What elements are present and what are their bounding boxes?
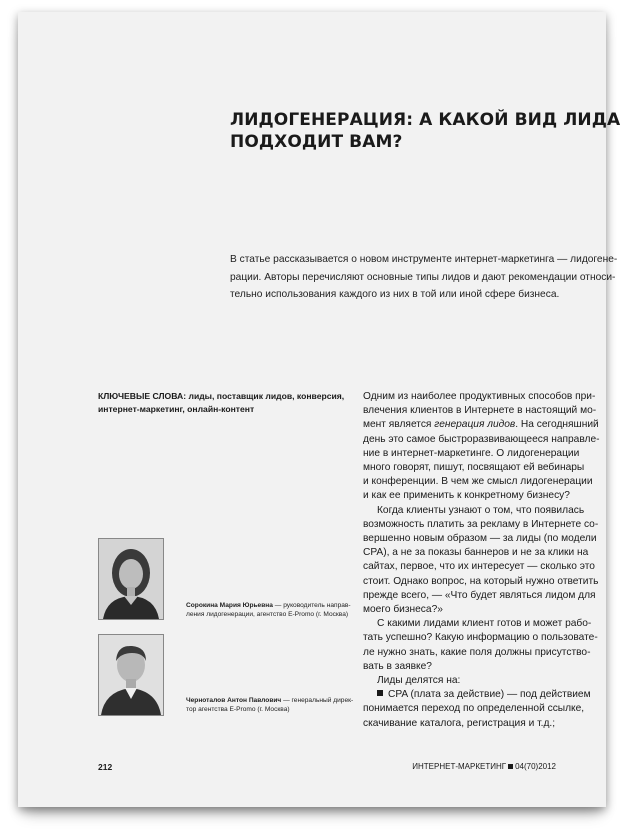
author-role: — руководитель направ- [272, 602, 351, 609]
journal-page [18, 12, 621, 807]
issue-number: 04(70)2012 [515, 762, 556, 771]
body-line: влечения клиентов в Интернете в настоящий мо- [363, 405, 597, 417]
author-portrait-female-icon [99, 539, 163, 619]
keywords-label: КЛЮЧЕВЫЕ СЛОВА: [98, 391, 187, 401]
author-portrait-male-icon [99, 635, 163, 715]
square-bullet-icon [377, 690, 383, 696]
caption-line [186, 696, 356, 705]
body-line: Лиды делятся на: [377, 675, 461, 687]
lead-line: рации. Авторы перечисляют основные типы лидов и дают рекомендации относи- [230, 271, 616, 283]
author-role: — генеральный дирек- [281, 697, 354, 704]
body-line: понимается переход по определенной ссылке, [363, 703, 585, 715]
body-line: С какими лидами клиент готов и может рабо- [377, 618, 592, 630]
caption-line [186, 601, 356, 610]
keywords-line-1 [98, 390, 345, 403]
author-name: Сорокина Мария Юрьевна [186, 602, 273, 609]
body-line: сайтах, первое, что их интересует — сколько это [363, 561, 595, 573]
body-line: день это самое быстроразвивающееся направле- [363, 433, 600, 445]
body-line: скачивание каталога, регистрация и т.д.; [363, 717, 556, 729]
journal-name: ИНТЕРНЕТ-МАРКЕТИНГ [412, 762, 507, 771]
body-line: много говорят, пишут, посвящают ей вебинары [363, 462, 585, 474]
square-separator-icon [508, 764, 513, 769]
body-line: вать в заявке? [363, 660, 432, 672]
article-title [230, 109, 621, 153]
author-photo-2 [98, 634, 164, 716]
body-line: и как ее применить к конкретному бизнесу? [363, 490, 570, 502]
lead-line: В статье рассказывается о новом инструменте интернет-маркетинга — лидогене- [230, 254, 618, 265]
author-name: Черноталов Антон Павлович [186, 697, 282, 704]
author-role-cont: ления лидогенерации, агентство E-Promo (г. Москва) [186, 611, 349, 618]
page-number: 212 [98, 762, 113, 772]
article-body [363, 390, 633, 731]
running-footer [412, 762, 556, 771]
body-line: Одним из наиболее продуктивных способов при- [363, 391, 596, 402]
title-line-1: ЛИДОГЕНЕРАЦИЯ: А КАКОЙ ВИД ЛИДА [230, 110, 621, 130]
body-line: стоит. Однако вопрос, на который нужно ответить [363, 575, 599, 587]
body-line: ние в интернет-маркетинге. О лидогенерации [363, 447, 580, 459]
title-line-2: ПОДХОДИТ ВАМ? [230, 132, 403, 152]
body-line: вершенно новым образом — за лиды (по модели [363, 533, 597, 545]
bullet-item [363, 688, 633, 702]
author-photo-1 [98, 538, 164, 620]
body-line [363, 418, 633, 432]
body-line: Когда клиенты узнают о том, что появилась [377, 504, 585, 516]
body-text-run: . На сегодняшний [515, 419, 599, 431]
body-line: моего бизнеса?» [363, 604, 443, 616]
body-text-run: мент является [363, 419, 435, 431]
body-line: тать успешно? Какую информацию о пользовате- [363, 632, 598, 644]
lead-line: тельно использования каждого из них в той или иной сфере бизнеса. [230, 289, 560, 300]
body-line: и конференции. В чем же смысл лидогенерации [363, 476, 593, 488]
keywords-text-1: лиды, поставщик лидов, конверсия, [186, 391, 345, 401]
author-role-cont: тор агентства E-Promo (г. Москва) [186, 706, 290, 713]
body-line: ле нужно знать, какие поля должны присутство- [363, 646, 591, 658]
body-line: прежде всего, — «Что будет являться лидом для [363, 589, 596, 601]
body-line: возможность платить за рекламу в Интернете со- [363, 518, 599, 530]
author-caption-2 [186, 696, 356, 714]
emphasis-term: генерация лидов [434, 419, 516, 431]
body-line: CPA), а не за показы баннеров и не за клики на [363, 547, 589, 559]
bullet-text: CPA (плата за действие) — под действием [388, 689, 591, 701]
article-lead [230, 251, 618, 304]
keywords-text-2: интернет-маркетинг, онлайн-контент [98, 403, 255, 414]
keywords-block [98, 390, 345, 415]
author-caption-1 [186, 601, 356, 619]
